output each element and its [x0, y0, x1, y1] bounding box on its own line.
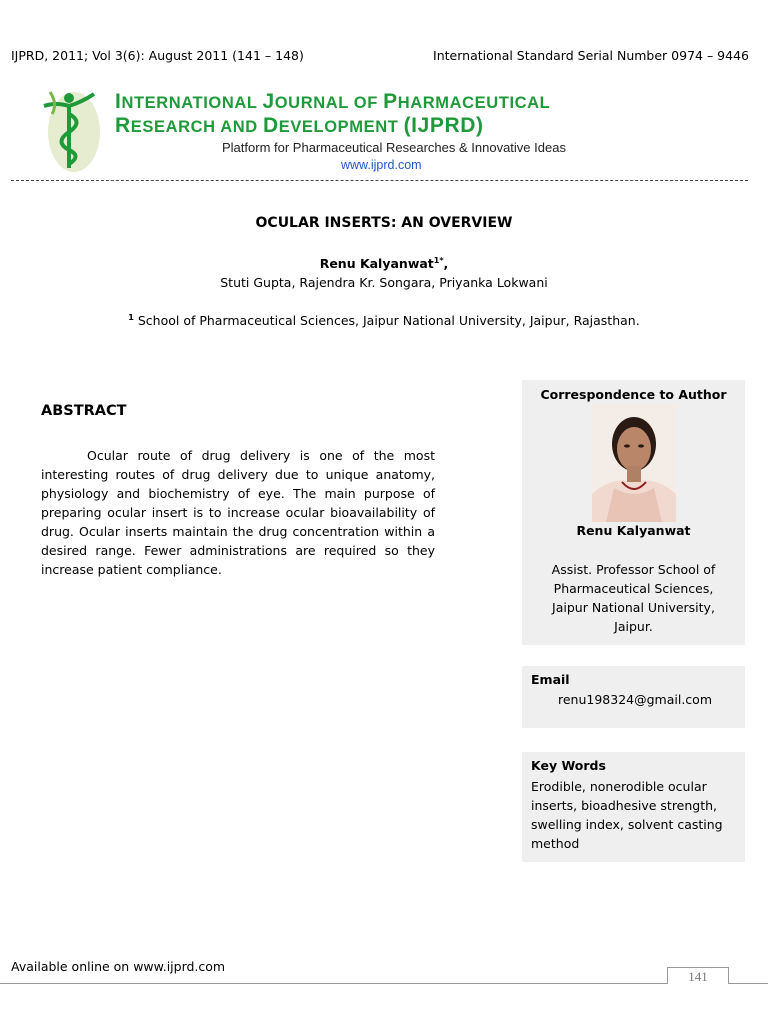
correspondence-designation: Assist. Professor School of Pharmaceutical Sciences, Jaipur National University, Jaipur.: [551, 562, 716, 634]
journal-name-line2: RESEARCH AND DEVELOPMENT (IJPRD): [115, 114, 484, 137]
author-photo: [592, 404, 676, 522]
email-box: [522, 666, 745, 728]
abstract-heading: ABSTRACT: [41, 403, 127, 419]
keywords-box: [522, 752, 745, 862]
keywords-label: Key Words: [531, 758, 606, 773]
journal-name-line1: INTERNATIONAL JOURNAL OF PHARMACEUTICAL: [115, 90, 551, 113]
issn-header: International Standard Serial Number 0974 – 9446: [433, 48, 749, 63]
citation-header: IJPRD, 2011; Vol 3(6): August 2011 (141 – 148): [11, 48, 304, 63]
coauthors: Stuti Gupta, Rajendra Kr. Songara, Priyanka Lokwani: [220, 275, 548, 290]
email-label: Email: [531, 672, 570, 687]
footer-divider: [0, 983, 768, 984]
main-author: Renu Kalyanwat$^{1*}$,: [319, 256, 449, 272]
keywords-text: Erodible, nonerodible ocular inserts, bioadhesive strength, swelling index, solvent casting method: [531, 779, 723, 851]
correspondence-box: [522, 380, 745, 645]
header-divider: [11, 180, 748, 181]
journal-tagline: Platform for Pharmaceutical Researches & Innovative Ideas: [222, 140, 566, 155]
journal-website-link[interactable]: www.ijprd.com: [341, 158, 422, 172]
affiliation: $^1$ School of Pharmaceutical Sciences, Jaipur National University, Jaipur, Rajasthan.: [128, 313, 640, 329]
footer-availability: Available online on www.ijprd.com: [11, 959, 226, 974]
page-number: 141: [667, 967, 729, 984]
email-link[interactable]: renu198324@gmail.com: [558, 692, 713, 707]
correspondence-author-name: Renu Kalyanwat: [576, 523, 691, 538]
journal-logo-icon: [40, 84, 102, 174]
abstract-text: Ocular route of drug delivery is one of the most interesting routes of drug delivery due to unique anatomy, physiology and biochemistry of eye. The main purpose of preparing ocular insert is to increase ocular bioavailability of drug. Ocular inserts maintain the drug concentration within a desired range. Fewer administrations are required so they increase patient compliance.: [41, 448, 435, 577]
correspondence-heading: Correspondence to Author: [540, 387, 727, 402]
article-title: OCULAR INSERTS: AN OVERVIEW: [255, 215, 513, 231]
